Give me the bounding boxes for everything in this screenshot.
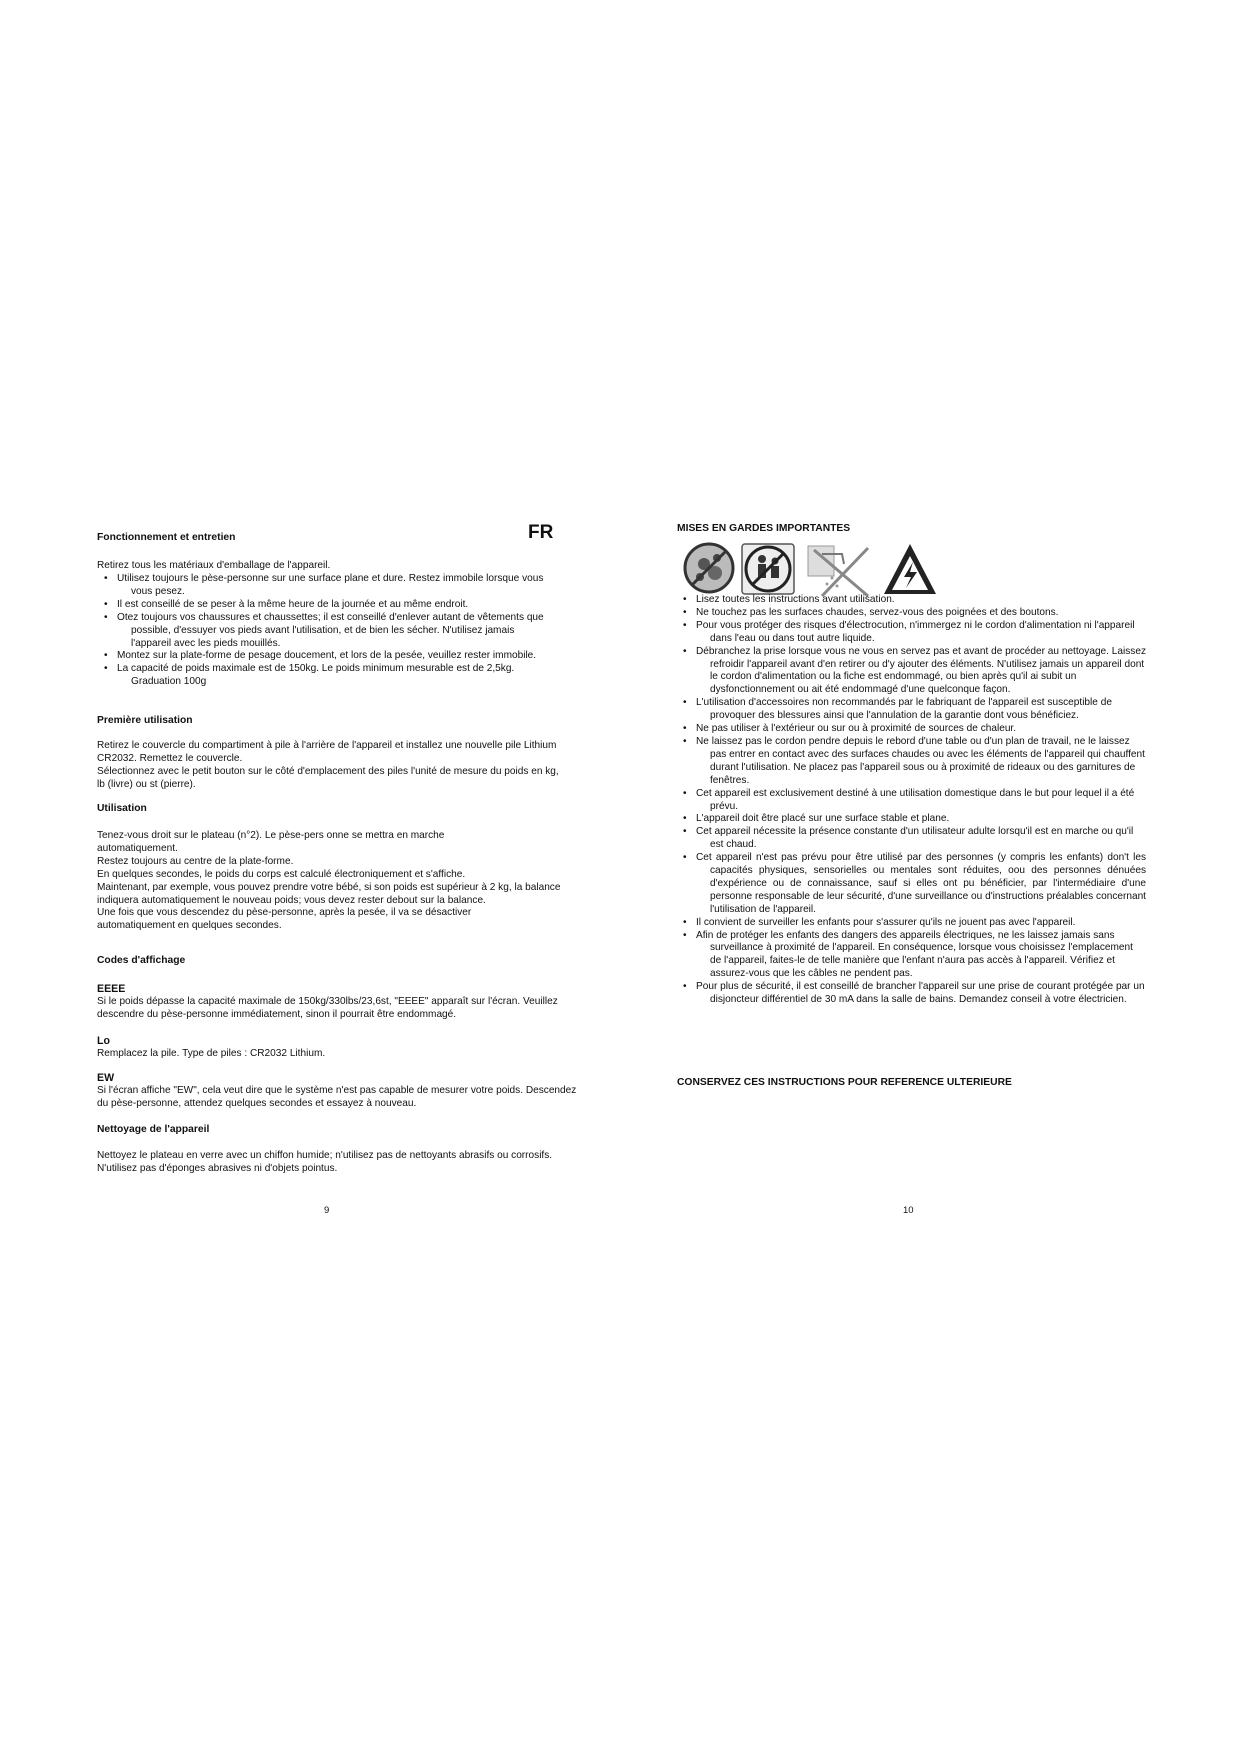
language-badge: FR	[528, 522, 554, 543]
code-ew-label: EW	[97, 1072, 115, 1084]
paragraph: En quelques secondes, le poids du corps est calculé électroniquement et s'affiche.	[97, 868, 466, 880]
heading-usage: Utilisation	[97, 803, 147, 814]
list-item: • Otez toujours vos chaussures et chaussettes; il est conseillé d'enlever autant de vêtements que possible, d'essuyer vos pieds avant l'utilisation, et de bien les sécher. N'utilisez jamais l'appareil avec les pieds mouillés.	[104, 611, 544, 649]
list-item: • Cet appareil nécessite la présence constante d'un utilisateur adulte lorsqu'il est en marche ou qu'il est chaud.	[683, 826, 1134, 851]
warning-icons	[682, 540, 950, 600]
no-immersion-icon	[685, 544, 733, 592]
paragraph: Maintenant, par exemple, vous pouvez prendre votre bébé, si son poids est supérieur à 2 kg, la balance indiquera automatiquement le nouveau poids; vous devez rester debout sur la balance.	[97, 881, 561, 906]
list-item: • La capacité de poids maximale est de 150kg. Le poids minimum mesurable est de 2,5kg. Graduation 100g	[104, 663, 515, 688]
warnings-bullets	[676, 594, 1146, 1007]
list-item: • Pour vous protéger des risques d'électrocution, n'immergez ni le cordon d'alimentation ni l'appareil dans l'eau ou dans tout autre liquide.	[683, 619, 1135, 644]
footer-keep-instructions: CONSERVEZ CES INSTRUCTIONS POUR REFERENCE ULTERIEURE	[677, 1077, 1012, 1088]
page-number-left: 9	[324, 1205, 330, 1216]
electric-hazard-warning-icon	[884, 544, 936, 594]
list-item: • Pour plus de sécurité, il est conseillé de brancher l'appareil sur une prise de courant protégée par un disjoncteur différentiel de 30 mA dans la salle de bains. Demandez conseil à votre électricien.	[683, 981, 1145, 1006]
list-item: • Cet appareil est exclusivement destiné à une utilisation domestique dans le but pour lequel il a été prévu.	[683, 787, 1135, 812]
no-water-splash-icon	[808, 546, 868, 596]
paragraph: Retirez le couvercle du compartiment à pile à l'arrière de l'appareil et installez une nouvelle pile Lithium CR2032. Remettez le couvercle.	[97, 740, 557, 764]
list-item: • Ne laissez pas le cordon pendre depuis le rebord d'une table ou d'un plan de travail, ne le laissez pas entrer en contact avec des surfaces chaudes ou avec les éléments de l'appareil qui chauffent durant l'utilisation. Ne placez pas l'appareil sous ou à proximité de rideaux ou des garnitures de fenêtres.	[683, 735, 1145, 786]
list-item: • Débranchez la prise lorsque vous ne vous en servez pas et avant de procéder au nettoyage. Laissez refroidir l'appareil avant d'en retirer ou d'y ajouter des éléments. N'utilisez jamais un appareil dont le cordon d'alimentation ou la fiche est endommagé, ou bien après qu'il ai subit un dysfonctionnement ou ait été endommagé d'une quelconque façon.	[683, 645, 1147, 696]
list-item: • Montez sur la plate-forme de pesage doucement, et lors de la pesée, veuillez rester immobile.	[104, 650, 537, 662]
code-eeee-label: EEEE	[97, 983, 126, 995]
list-item: • Utilisez toujours le pèse-personne sur une surface plane et dure. Restez immobile lorsque vous vous pesez.	[104, 573, 544, 597]
list-item: • Lisez toutes les instructions avant utilisation.	[683, 594, 895, 605]
code-ew-text: Si l'écran affiche "EW", cela veut dire que le système n'est pas capable de mesurer votre poids. Descendez du pèse-personne, attendez quelques secondes et essayez à nouveau.	[97, 1085, 577, 1109]
usage-text	[97, 830, 567, 933]
list-item: • Il est conseillé de se peser à la même heure de la journée et au même endroit.	[104, 598, 469, 610]
section-title-operation: Fonctionnement et entretien	[97, 532, 236, 543]
paragraph: Une fois que vous descendez du pèse-personne, après la pesée, il va se désactiver automatiquement en quelques secondes.	[97, 907, 472, 932]
operation-bullets	[97, 573, 552, 689]
list-item: • Ne touchez pas les surfaces chaudes, servez-vous des poignées et des boutons.	[683, 606, 1059, 618]
list-item: • L'appareil doit être placé sur une surface stable et plane.	[683, 813, 950, 825]
code-lo-text: Remplacez la pile. Type de piles : CR2032 Lithium.	[97, 1048, 326, 1059]
code-lo-label: Lo	[97, 1035, 110, 1047]
list-item: • Afin de protéger les enfants des dangers des appareils électriques, ne les laissez jamais sans surveillance à proximité de l'appareil. En conséquence, lorsque vous choisissez l'emplacement de l'appareil, faites-le de telle manière que l'enfant n'aura pas accès à l'appareil. Vérifiez et assurez-vous que les câbles ne pendent pas.	[683, 929, 1133, 980]
cleaning-text: Nettoyez le plateau en verre avec un chiffon humide; n'utilisez pas de nettoyants abrasifs ou corrosifs. N'utilisez pas d'éponges abrasives ni d'objets pointus.	[97, 1150, 553, 1174]
list-item: • Cet appareil n'est pas prévu pour être utilisé par des personnes (y compris les enfants) don't les capacités physiques, sensorielles ou mentales sont réduites, oou des personnes dénuées d'expérience ou de connaissance, sauf si elles ont pu bénéficier, par l'intermédiaire d'une personne responsable de leur sécurité, d'une surveillance ou d'instructions préalables concernant l'utilisation de l'appareil.	[683, 852, 1146, 915]
paragraph: Tenez-vous droit sur le plateau (n°2). Le pèse-pers onne se mettra en marche automatiquement.	[97, 830, 445, 854]
page-number-right: 10	[903, 1205, 914, 1216]
keep-away-from-children-icon	[742, 544, 794, 594]
list-item: • Ne pas utiliser à l'extérieur ou sur ou à proximité de sources de chaleur.	[683, 723, 1017, 735]
intro-text: Retirez tous les matériaux d'emballage de l'appareil.	[97, 560, 331, 571]
heading-cleaning: Nettoyage de l'appareil	[97, 1124, 210, 1135]
paragraph: Restez toujours au centre de la plate-forme.	[97, 855, 294, 867]
heading-first-use: Première utilisation	[97, 715, 193, 726]
section-title-warnings: MISES EN GARDES IMPORTANTES	[677, 523, 851, 534]
code-eeee-text: Si le poids dépasse la capacité maximale de 150kg/330lbs/23,6st, "EEEE" apparaît sur l'écran. Veuillez descendre du pèse-personne immédiatement, sinon il pourrait être endommagé.	[97, 996, 558, 1020]
first-use-text	[97, 740, 562, 792]
list-item: • Il convient de surveiller les enfants pour s'assurer qu'ils ne jouent pas avec l'appareil.	[683, 916, 1076, 928]
heading-display-codes: Codes d'affichage	[97, 955, 186, 966]
paragraph: Sélectionnez avec le petit bouton sur le côté d'emplacement des piles l'unité de mesure du poids en kg, lb (livre) ou st (pierre).	[97, 765, 559, 790]
list-item: • L'utilisation d'accessoires non recommandés par le fabriquant de l'appareil est susceptible de provoquer des blessures ainsi que l'annulation de la garantie dont vous bénéficiez.	[683, 697, 1112, 722]
